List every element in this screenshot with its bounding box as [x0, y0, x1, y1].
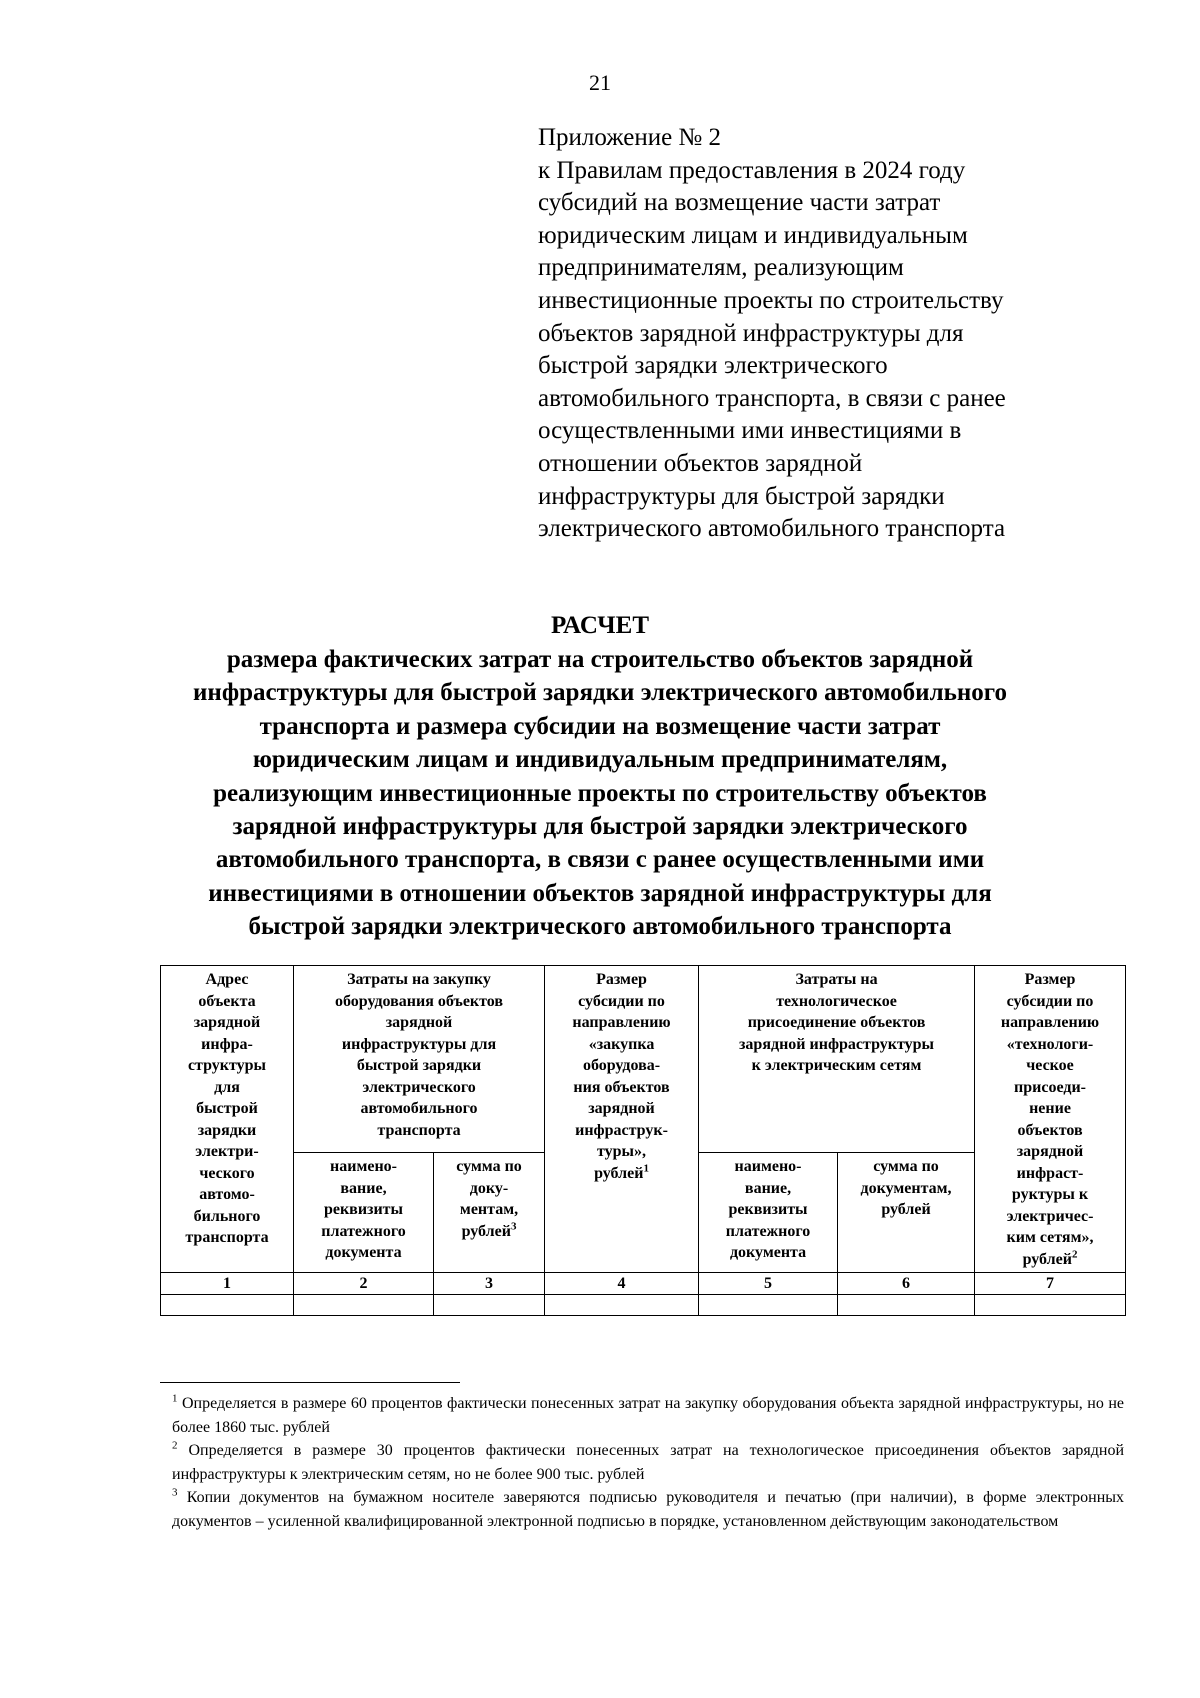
footnote	[172, 1392, 1124, 1439]
subtitle-line: инфраструктуры для быстрой зарядки электрического автомобильного	[193, 679, 1007, 707]
header-equipment-amount	[434, 1153, 545, 1273]
footnote-text: Определяется в размере 60 процентов фактически понесенных затрат на закупку оборудования объекта зарядной инфраструктуры, но не более 1860 тыс. рублей	[172, 1395, 1124, 1436]
footnotes	[172, 1392, 1124, 1533]
table-cell	[838, 1295, 975, 1316]
subtitle-line: автомобильного транспорта, в связи с ранее осуществленными ими	[215, 846, 985, 874]
column-number-row	[161, 1273, 1126, 1295]
header-equipment-amount-text: сумма по доку- ментам, рублей	[456, 1158, 522, 1240]
appendix-line: быстрой зарядки электрического	[538, 352, 888, 380]
footnote-mark: 1	[172, 1392, 178, 1405]
column-number: 2	[294, 1273, 434, 1295]
header-equipment-document-text: наимено- вание, реквизиты платежного документа	[321, 1158, 406, 1262]
header-equipment-costs	[294, 966, 545, 1153]
header-object-address	[161, 966, 294, 1273]
appendix-header	[538, 122, 1098, 546]
appendix-line: инфраструктуры для быстрой зарядки	[538, 482, 945, 510]
footnote-ref: 1	[643, 1162, 649, 1175]
calculation-table	[160, 965, 1126, 1316]
column-number: 1	[161, 1273, 294, 1295]
header-equipment-subsidy-text: Размер субсидии по направлению «закупка оборудова- ния объектов зарядной инфраструк- туры», рублей	[572, 971, 671, 1182]
subtitle-line: транспорта и размера субсидии на возмещение части затрат	[259, 712, 941, 740]
appendix-line: предпринимателям, реализующим	[538, 254, 904, 282]
subtitle-line: реализующим инвестиционные проекты по строительству объектов	[213, 779, 987, 807]
appendix-line: объектов зарядной инфраструктуры для	[538, 319, 964, 347]
document-subtitle	[100, 643, 1100, 944]
table-cell	[545, 1295, 699, 1316]
page-number: 21	[589, 70, 611, 95]
footnote-text: Копии документов на бумажном носителе заверяются подписью руководителя и печатью (при наличии), в форме электронных документов – усиленной квалифицированной электронной подписью в порядке, установленном действующим законодательством	[172, 1489, 1124, 1530]
subtitle-line: размера фактических затрат на строительство объектов зарядной	[226, 646, 974, 673]
appendix-line: электрического автомобильного транспорта	[538, 515, 1006, 543]
appendix-line: к Правилам предоставления в 2024 году	[538, 156, 966, 184]
table-cell	[161, 1295, 294, 1316]
footnote	[172, 1486, 1124, 1533]
header-connection-amount-text: сумма по документам, рублей	[860, 1158, 952, 1219]
footnote	[172, 1439, 1124, 1486]
appendix-line: юридическим лицам и индивидуальным	[538, 221, 968, 249]
appendix-line: инвестиционные проекты по строительству	[538, 286, 1004, 314]
footnote-mark: 3	[172, 1486, 178, 1499]
header-connection-costs-text: Затраты на технологическое присоединение объектов зарядной инфраструктуры к электрическим сетям	[739, 971, 935, 1074]
table-cell	[699, 1295, 838, 1316]
header-connection-document	[699, 1153, 838, 1273]
document-title-block	[100, 610, 1100, 944]
column-number: 5	[699, 1273, 838, 1295]
column-number: 4	[545, 1273, 699, 1295]
header-equipment-costs-text: Затраты на закупку оборудования объектов зарядной инфраструктуры для быстрой зарядки электрического автомобильного транспорта	[334, 971, 504, 1139]
table-cell	[294, 1295, 434, 1316]
header-connection-document-text: наимено- вание, реквизиты платежного документа	[725, 1158, 811, 1262]
header-connection-subsidy	[975, 966, 1126, 1273]
subtitle-line: инвестициями в отношении объектов зарядной инфраструктуры для	[208, 879, 992, 907]
footnote-mark: 2	[172, 1439, 178, 1452]
header-object-address-text: Адрес объекта зарядной инфра- структуры для быстрой зарядки электри- ческого автомо- бильного транспорта	[185, 971, 269, 1246]
column-number: 6	[838, 1273, 975, 1295]
footnote-divider	[160, 1382, 460, 1383]
table-header-row	[161, 966, 1126, 1153]
column-number: 7	[975, 1273, 1126, 1295]
footnote-ref: 2	[1071, 1248, 1078, 1261]
header-equipment-document	[294, 1153, 434, 1273]
subtitle-line: юридическим лицам и индивидуальным предпринимателям,	[252, 746, 948, 774]
document-title: РАСЧЕТ	[550, 612, 649, 639]
footnote-text: Определяется в размере 30 процентов фактически понесенных затрат на технологическое присоединения объектов зарядной инфраструктуры к электрическим сетям, но не более 900 тыс. рублей	[172, 1442, 1124, 1483]
appendix-line: осуществленными ими инвестициями в	[538, 417, 962, 445]
table-cell	[975, 1295, 1126, 1316]
table-row	[161, 1295, 1126, 1316]
header-connection-amount	[838, 1153, 975, 1273]
footnote-ref: 3	[510, 1220, 517, 1233]
appendix-line: автомобильного транспорта, в связи с ранее	[538, 384, 1006, 412]
header-equipment-subsidy	[545, 966, 699, 1273]
header-connection-costs	[699, 966, 975, 1153]
subtitle-line: быстрой зарядки электрического автомобильного транспорта	[248, 913, 952, 941]
appendix-line: Приложение № 2	[538, 124, 722, 151]
appendix-line: отношении объектов зарядной	[538, 449, 863, 477]
column-number: 3	[434, 1273, 545, 1295]
header-connection-subsidy-text: Размер субсидии по направлению «технологи- ческое присоеди- нение объектов зарядной инфраст- руктуры к электричес- ким сетям», рублей	[1000, 971, 1100, 1268]
table-cell	[434, 1295, 545, 1316]
appendix-line: субсидий на возмещение части затрат	[538, 189, 941, 217]
subtitle-line: зарядной инфраструктуры для быстрой зарядки электрического	[232, 813, 968, 841]
